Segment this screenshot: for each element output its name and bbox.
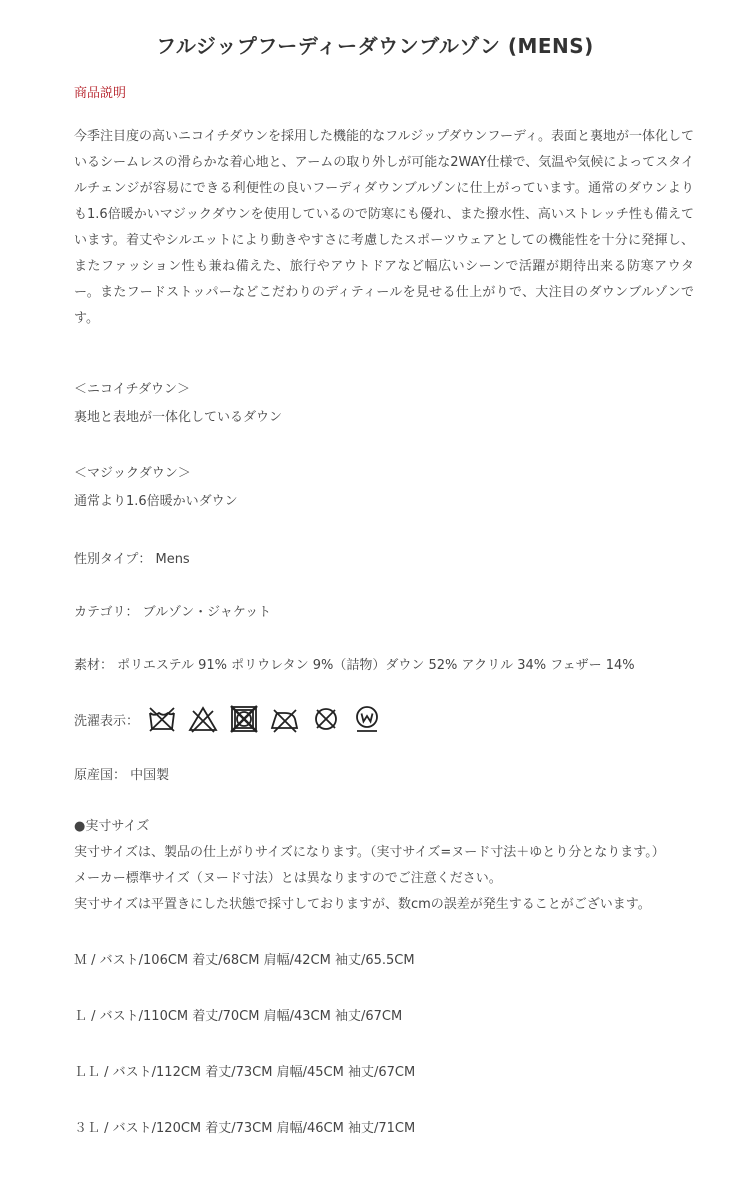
no-dry-clean-icon: [311, 704, 341, 734]
no-wash-icon: [147, 704, 177, 734]
country-of-origin: 原産国： 中国製: [74, 768, 170, 783]
no-tumble-dry-icon: [229, 704, 259, 734]
product-description: 今季注目度の高いニコイチダウンを採用した機能的なフルジップダウンフーディ。表面と裏地が一体化しているシームレスの滑らかな着心地と、アームの取り外しが可能な2WAY仕様で、気温や気候によってスタイルチェンジが容易にできる利便性の良いフーディダウンブルゾンに仕上がっています。通常のダウンよりも1.6倍暖かいマジックダウンを使用しているので防寒にも優れ、また撥水性、高いストレッチ性も備えています。着丈やシルエットにより動きやすさに考慮したスポーツウェアとしての機能性を十分に発揮し、またファッション性も兼ね備えた、旅行やアウトドアなど幅広いシーンで活躍が期待出来る防寒アウター。またフードストッパーなどこだわりのディティールを見せる仕上がりで、大注目のダウンブルゾンです。: [74, 129, 694, 326]
section-label: 商品説明: [74, 86, 127, 101]
size-heading: ●実寸サイズ: [74, 819, 150, 834]
material: 素材： ポリエステル 91% ポリウレタン 9%（詰物）ダウン 52% アクリル 34% フェザー 14%: [74, 658, 635, 673]
care-labels: [74, 704, 393, 734]
size-note-block: [74, 814, 665, 918]
size-row-3l: ３Ｌ / バスト/120CM 着丈/73CM 肩幅/46CM 袖丈/71CM: [74, 1121, 416, 1136]
size-row-m: Ｍ / バスト/106CM 着丈/68CM 肩幅/42CM 袖丈/65.5CM: [74, 953, 415, 968]
size-row-ll: ＬＬ / バスト/112CM 着丈/73CM 肩幅/45CM 袖丈/67CM: [74, 1065, 416, 1080]
magic-text: 通常より1.6倍暖かいダウン: [74, 494, 238, 509]
wet-clean-icon: [352, 704, 382, 734]
size-row-l: Ｌ / バスト/110CM 着丈/70CM 肩幅/43CM 袖丈/67CM: [74, 1009, 403, 1024]
size-note-line: 実寸サイズは、製品の仕上がりサイズになります。（実寸サイズ=ヌード寸法＋ゆとり分となります。）: [74, 845, 665, 860]
page-title: フルジップフーディーダウンブルゾン (MENS): [156, 34, 594, 58]
size-note-line: メーカー標準サイズ（ヌード寸法）とは異なりますのでご注意ください。: [74, 871, 502, 886]
magic-heading: ＜マジックダウン＞: [74, 466, 191, 481]
nikoichi-text: 裏地と表地が一体化しているダウン: [74, 410, 283, 425]
no-iron-icon: [270, 704, 300, 734]
no-bleach-icon: [188, 704, 218, 734]
nikoichi-heading: ＜ニコイチダウン＞: [74, 382, 190, 397]
gender-type: 性別タイプ： Mens: [74, 552, 190, 567]
care-label: 洗濯表示：: [74, 713, 140, 729]
size-note-line: 実寸サイズは平置きにした状態で採寸しておりますが、数cmの誤差が発生することがございます。: [74, 897, 651, 912]
category: カテゴリ： ブルゾン・ジャケット: [74, 605, 272, 620]
